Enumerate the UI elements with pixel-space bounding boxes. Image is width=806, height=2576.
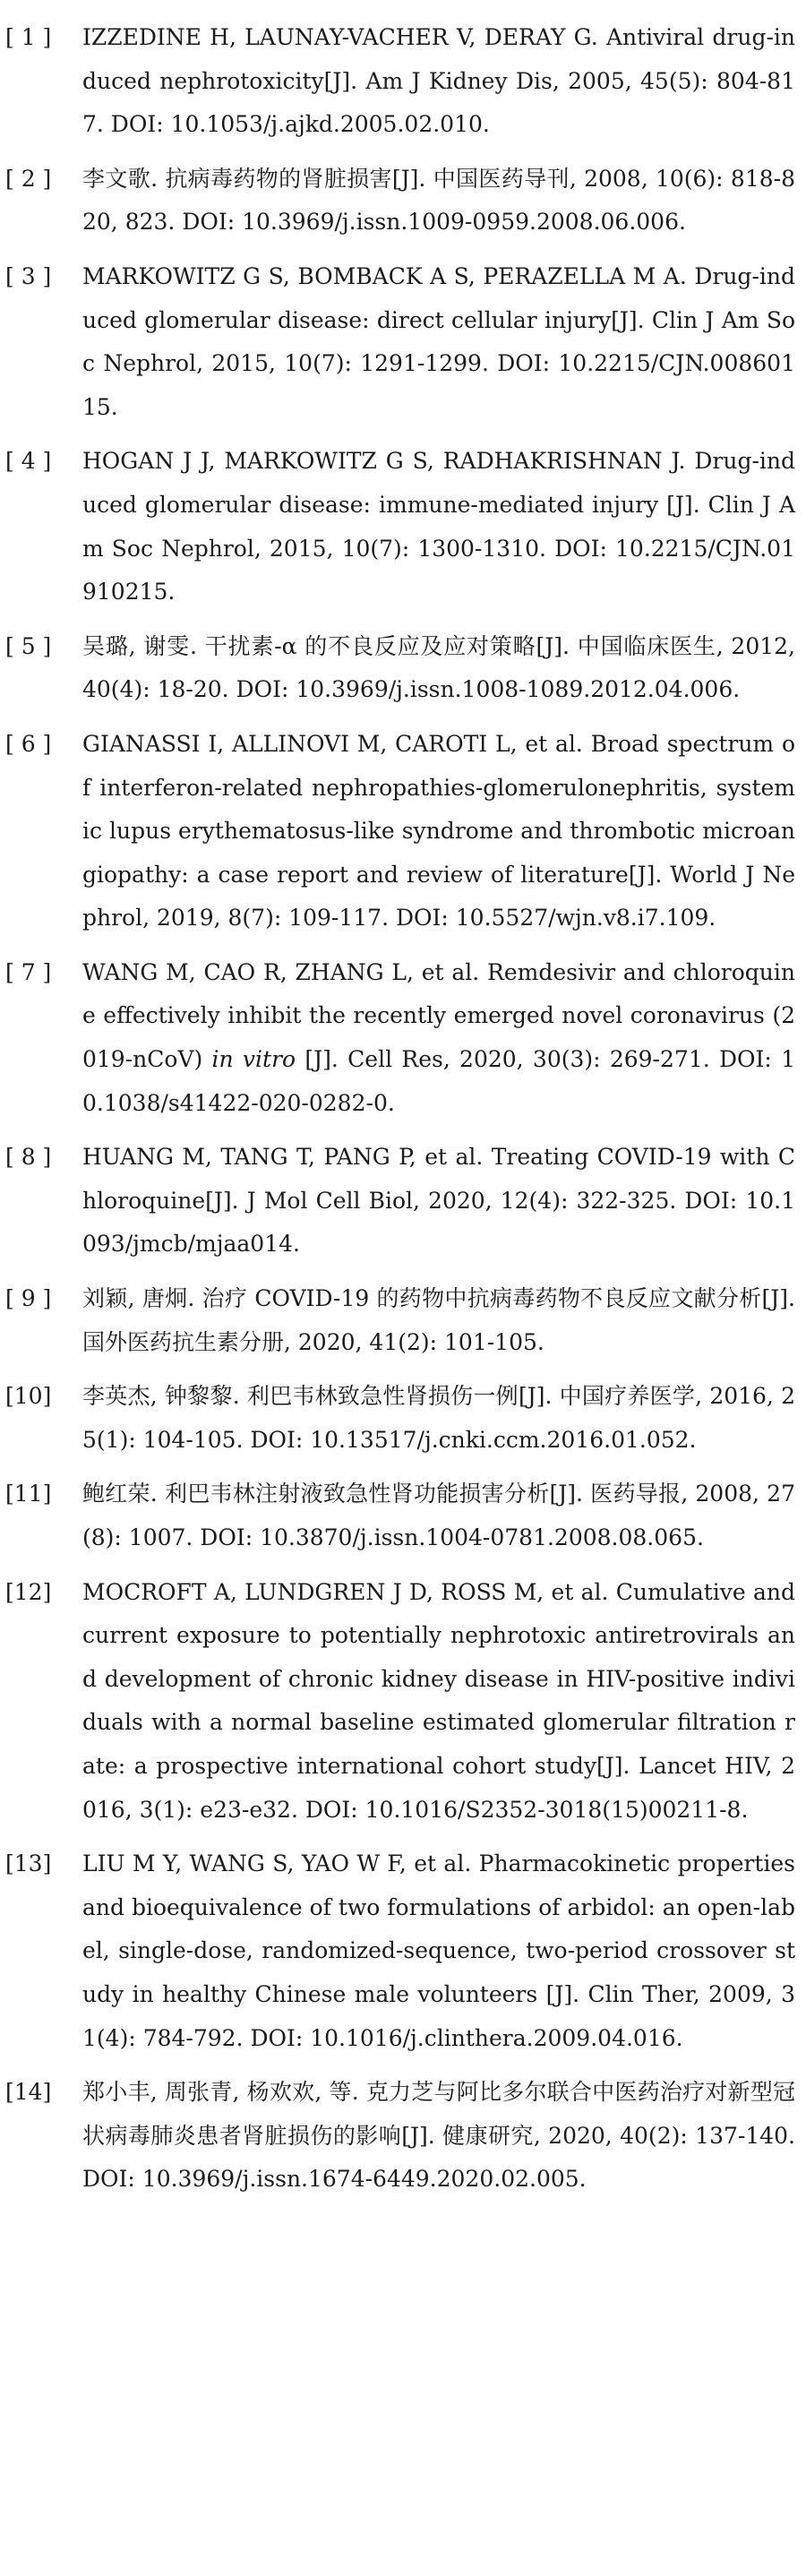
reference-text: HOGAN J J, MARKOWITZ G S, RADHAKRISHNAN J. Drug-induced glomerular disease: immune-mediated injury [J]. Clin J Am Soc Nephrol, 2015, 10(7): 1300-1310. DOI: 10.2215/CJN.01910215. [82,448,795,605]
reference-item [0,1277,806,1364]
reference-number: [14] [5,2079,52,2106]
reference-item [0,625,806,712]
reference-item [0,951,806,1125]
reference-item [0,158,806,245]
reference-number: [ 5 ] [5,632,52,659]
reference-number: [ 9 ] [5,1285,52,1312]
reference-text: MOCROFT A, LUNDGREN J D, ROSS M, et al. Cumulative and current exposure to potentially nephrotoxic antiretrovirals and development of chronic kidney disease in HIV-positive individuals with a normal baseline estimated glomerular filtration rate: a prospective international cohort study[J]. Lancet HIV, 2016, 3(1): e23-e32. DOI: 10.1016/S2352-3018(15)00211-8. [82,1578,795,1823]
reference-item [0,16,806,147]
reference-number: [ 1 ] [5,24,52,50]
reference-text: 李英杰, 钟黎黎. 利巴韦林致急性肾损伤一例[J]. 中国疗养医学, 2016, 25(1): 104-105. DOI: 10.13517/j.cnki.ccm.2016.01.052. [82,1383,795,1453]
reference-number: [ 3 ] [5,262,52,289]
reference-number: [11] [5,1481,52,1507]
reference-number: [10] [5,1383,52,1410]
reference-number: [13] [5,1850,52,1877]
reference-item [0,1571,806,1833]
reference-text: 吴璐, 谢雯. 干扰素-α 的不良反应及应对策略[J]. 中国临床医生, 2012, 40(4): 18-20. DOI: 10.3969/j.issn.1008-1089.2012.04.006. [82,632,795,703]
reference-text: IZZEDINE H, LAUNAY-VACHER V, DERAY G. Antiviral drug-induced nephrotoxicity[J]. Am J Kidney Dis, 2005, 45(5): 804-817. DOI: 10.1053/j.ajkd.2005.02.010. [82,24,795,138]
reference-text-part: [J]. Cell Res, 2020, 30(3): 269-271. DOI: 10.1038/s41422-020-0282-0. [82,1046,795,1116]
reference-number: [12] [5,1578,52,1605]
reference-text: 李文歌. 抗病毒药物的肾脏损害[J]. 中国医药导刊, 2008, 10(6): 818-820, 823. DOI: 10.3969/j.issn.1009-0959.2008.06.006. [82,165,795,236]
reference-item [0,2071,806,2202]
reference-list [0,16,806,2212]
reference-item [0,440,806,614]
reference-text-part: WANG M, CAO R, ZHANG L, et al. Remdesivir and chloroquine effectively inhibit the recently emerged novel coronavirus (2019-nCoV) [82,958,795,1073]
reference-text: GIANASSI I, ALLINOVI M, CAROTI L, et al. Broad spectrum of interferon-related nephropathies-glomerulonephritis, systemic lupus erythematosus-like syndrome and thrombotic microangiopathy: a case report and review of literature[J]. World J Nephrol, 2019, 8(7): 109-117. DOI: 10.5527/wjn.v8.i7.109. [82,730,795,932]
reference-number: [ 6 ] [5,730,52,757]
reference-text: 郑小丰, 周张青, 杨欢欢, 等. 克力芝与阿比多尔联合中医药治疗对新型冠状病毒肺炎患者肾脏损伤的影响[J]. 健康研究, 2020, 40(2): 137-140. DOI: 10.3969/j.issn.1674-6449.2020.02.005. [82,2079,795,2193]
reference-text: MARKOWITZ G S, BOMBACK A S, PERAZELLA M A. Drug-induced glomerular disease: direct cellular injury[J]. Clin J Am Soc Nephrol, 2015, 10(7): 1291-1299. DOI: 10.2215/CJN.00860115. [82,262,795,420]
reference-number: [ 8 ] [5,1144,52,1171]
reference-text: 鲍红荣. 利巴韦林注射液致急性肾功能损害分析[J]. 医药导报, 2008, 27(8): 1007. DOI: 10.3870/j.issn.1004-0781.2008.08.065. [82,1481,795,1550]
reference-number: [ 7 ] [5,958,52,985]
reference-item [0,1136,806,1267]
reference-text: HUANG M, TANG T, PANG P, et al. Treating COVID-19 with Chloroquine[J]. J Mol Cell Biol, 2020, 12(4): 322-325. DOI: 10.1093/jmcb/mjaa014. [82,1144,795,1258]
reference-number: [ 2 ] [5,165,52,192]
reference-text: LIU M Y, WANG S, YAO W F, et al. Pharmacokinetic properties and bioequivalence of two formulations of arbidol: an open-label, single-dose, randomized-sequence, two-period crossover study in healthy Chinese male volunteers [J]. Clin Ther, 2009, 31(4): 784-792. DOI: 10.1016/j.clinthera.2009.04.016. [82,1850,795,2051]
reference-number: [ 4 ] [5,448,52,475]
reference-item [0,723,806,940]
reference-item [0,1842,806,2060]
reference-item [0,1473,806,1559]
reference-item [0,255,806,429]
reference-item [0,1375,806,1462]
reference-text-italic: in vitro [211,1046,296,1073]
reference-text: 刘颖, 唐炯. 治疗 COVID-19 的药物中抗病毒药物不良反应文献分析[J]. 国外医药抗生素分册, 2020, 41(2): 101-105. [82,1285,795,1355]
reference-text [82,951,795,1125]
